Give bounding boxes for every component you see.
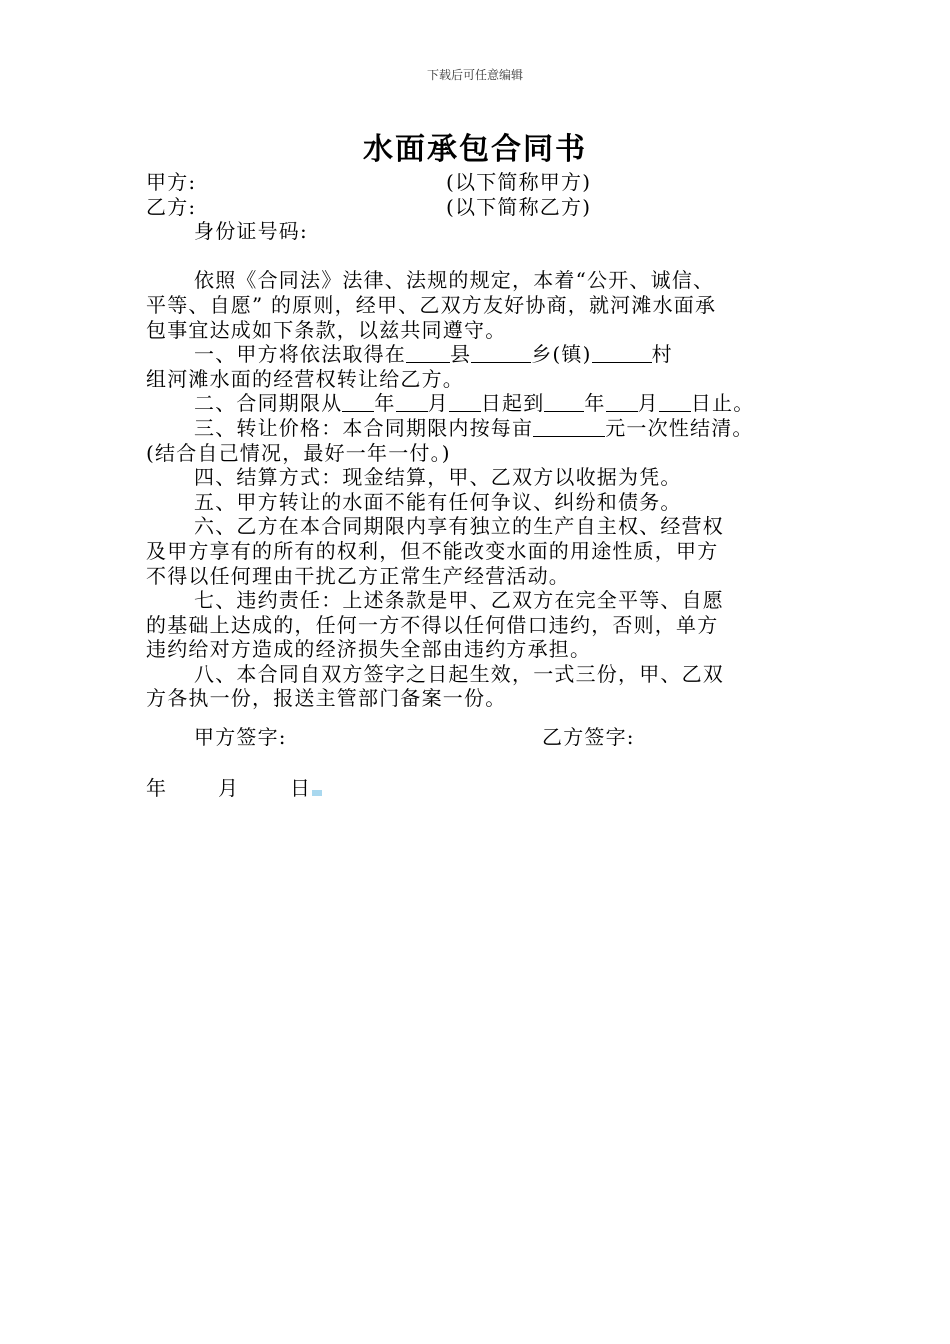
- clause-2-line: [146, 391, 818, 416]
- party-a-line: [146, 170, 818, 195]
- clause-7-line-2: 的基础上达成的，任何一方不得以任何借口违约，否则，单方: [146, 612, 719, 637]
- end-year-label: 年: [584, 391, 606, 416]
- start-day-blank[interactable]: [449, 391, 481, 412]
- clause-6-line-1: 六、乙方在本合同期限内享有独立的生产自主权、经营权: [194, 514, 724, 539]
- clause-3-prefix: 三、转让价格：本合同期限内按每亩: [194, 415, 534, 440]
- clause-3-line-1: [146, 416, 818, 441]
- party-b-label: 乙方:: [146, 194, 197, 219]
- clause-1-line-1: [146, 342, 818, 367]
- document-title: 水面承包合同书: [363, 132, 587, 167]
- signature-row: [146, 725, 818, 750]
- date-day-label: 日: [290, 775, 312, 800]
- end-year-blank[interactable]: [544, 391, 584, 412]
- end-month-label: 月: [637, 391, 659, 416]
- clause-7-line-1: 七、违约责任：上述条款是甲、乙双方在完全平等、自愿: [194, 588, 724, 613]
- party-a-label: 甲方:: [146, 170, 197, 194]
- township-blank[interactable]: [471, 342, 531, 363]
- party-b-signature-label: 乙方签字:: [542, 725, 635, 750]
- intro-line-3: 包事宜达成如下条款，以兹共同遵守。: [146, 317, 507, 342]
- clause-3-line-2: (结合自己情况，最好一年一付。): [146, 440, 451, 465]
- clause-8-line-1: 八、本合同自双方签字之日起生效，一式三份，甲、乙双: [194, 661, 724, 686]
- clause-1-prefix: 一、甲方将依法取得在: [194, 342, 406, 367]
- end-day-blank[interactable]: [659, 391, 691, 412]
- date-row: [146, 776, 818, 801]
- price-blank[interactable]: [533, 416, 605, 437]
- village-label: 村: [651, 342, 673, 367]
- start-day-label: 日起到: [480, 391, 545, 416]
- township-label: 乡(镇): [531, 342, 592, 367]
- start-year-blank[interactable]: [342, 391, 374, 412]
- party-b-line: [146, 195, 818, 220]
- id-number-label: 身份证号码:: [194, 219, 308, 244]
- clause-6-line-2: 及甲方享有的所有的权利，但不能改变水面的用途性质，甲方: [146, 538, 719, 563]
- date-month-label: 月: [218, 775, 240, 800]
- start-year-label: 年: [374, 391, 396, 416]
- date-year-label: 年: [146, 775, 168, 800]
- clause-6-line-3: 不得以任何理由干扰乙方正常生产经营活动。: [146, 563, 570, 588]
- county-blank[interactable]: [406, 342, 450, 363]
- intro-line-2: 平等、自愿” 的原则，经甲、乙双方友好协商，就河滩水面承: [146, 292, 717, 317]
- clause-7-line-3: 违约给对方造成的经济损失全部由违约方承担。: [146, 637, 592, 662]
- clause-8-line-2: 方各执一份，报送主管部门备案一份。: [146, 686, 507, 711]
- spacer: [146, 244, 818, 269]
- county-label: 县: [450, 342, 472, 367]
- header-note: 下载后可任意编辑: [426, 68, 523, 82]
- contract-body: [146, 170, 818, 800]
- text-cursor-marker: [312, 790, 322, 796]
- intro-line-1: 依照《合同法》法律、法规的规定，本着“公开、诚信、: [194, 268, 715, 293]
- end-month-blank[interactable]: [606, 391, 638, 412]
- clause-3-suffix: 元一次性结清。: [605, 415, 754, 440]
- clause-5: 五、甲方转让的水面不能有任何争议、纠纷和债务。: [194, 489, 682, 514]
- party-b-note: (以下简称乙方): [446, 194, 592, 219]
- party-a-signature-label: 甲方签字:: [194, 725, 287, 750]
- start-month-label: 月: [427, 391, 449, 416]
- party-a-note: (以下简称甲方): [446, 170, 592, 194]
- start-month-blank[interactable]: [396, 391, 428, 412]
- end-day-label: 日止。: [690, 391, 755, 416]
- clause-4: 四、结算方式：现金结算，甲、乙双方以收据为凭。: [194, 465, 682, 490]
- village-blank[interactable]: [592, 342, 652, 363]
- clause-2-prefix: 二、合同期限从: [194, 391, 343, 416]
- clause-1-line-2: 组河滩水面的经营权转让给乙方。: [146, 366, 464, 391]
